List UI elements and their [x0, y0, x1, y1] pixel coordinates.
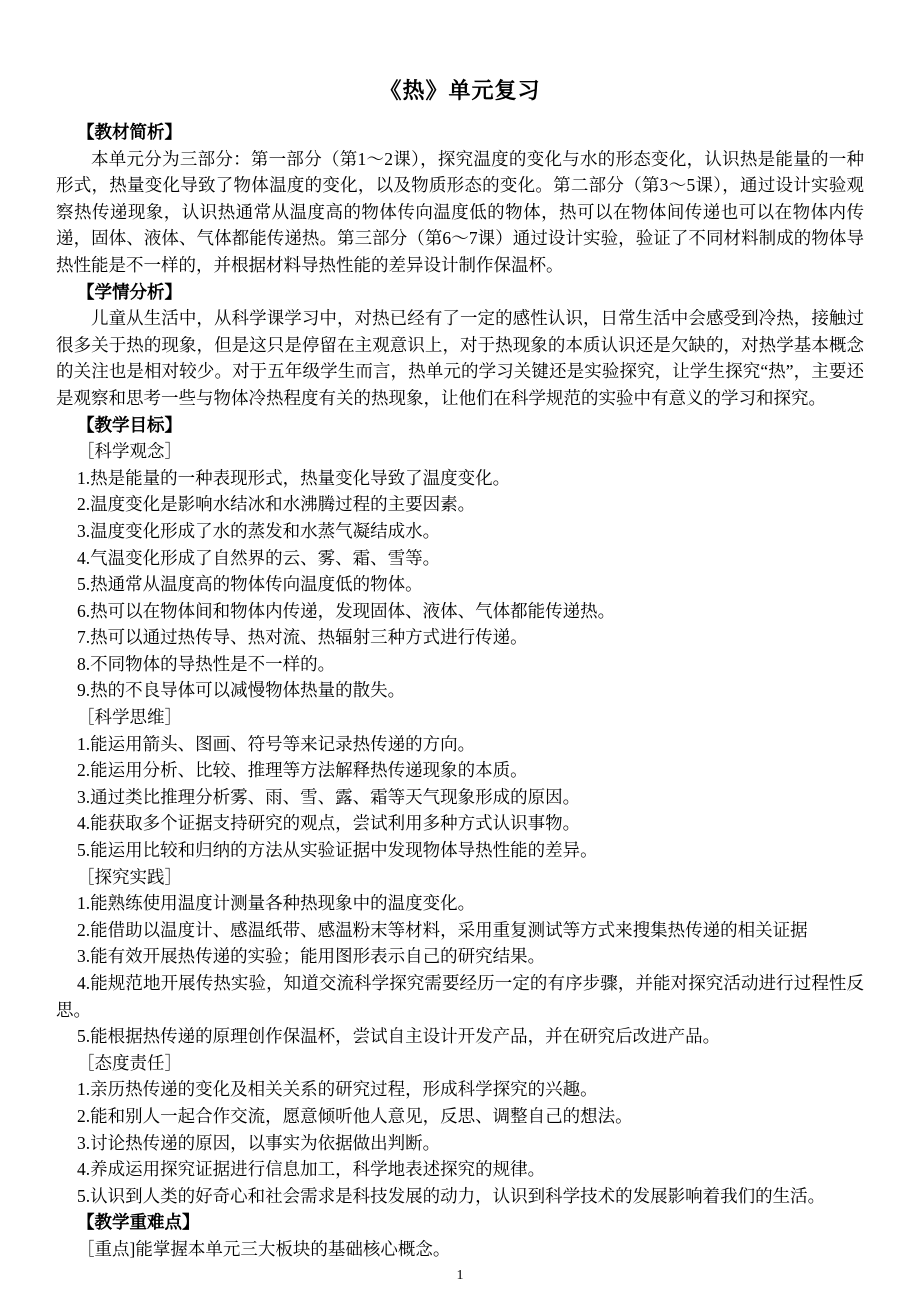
list-item: 3.讨论热传递的原因，以事实为依据做出判断。: [77, 1132, 441, 1153]
list-item: 5.认识到人类的好奇心和社会需求是科技发展的动力，认识到科学技术的发展影响着我们的生活。: [77, 1185, 826, 1206]
list-item: 2.能和别人一起合作交流，愿意倾听他人意见，反思、调整自己的想法。: [77, 1105, 633, 1126]
section-heading-student-analysis: 【学情分析】: [77, 281, 182, 302]
list-item: 7.热可以通过热传导、热对流、热辐射三种方式进行传递。: [77, 627, 528, 648]
list-item: 3.温度变化形成了水的蒸发和水蒸气凝结成水。: [77, 520, 441, 541]
list-item: 2.能运用分析、比较、推理等方法解释热传递现象的本质。: [77, 760, 528, 781]
list-item: 2.能借助以温度计、感温纸带、感温粉末等材料，采用重复测试等方式来搜集热传递的相关证据: [77, 919, 808, 940]
list-item: 4.能获取多个证据支持研究的观点，尝试利用多种方式认识事物。: [77, 813, 581, 834]
list-item: 3.通过类比推理分析雾、雨、雪、露、霜等天气现象形成的原因。: [77, 786, 581, 807]
list-item: 1.热是能量的一种表现形式，热量变化导致了温度变化。: [77, 467, 511, 488]
list-item: 3.能有效开展热传递的实验；能用图形表示自己的研究结果。: [77, 946, 546, 967]
group-label-inquiry-practice: ［探究实践］: [77, 866, 182, 887]
section-heading-key-difficult-points: 【教学重难点】: [77, 1212, 200, 1233]
section-paragraph-student-analysis: 儿童从生活中，从科学课学习中，对热已经有了一定的感性认识，日常生活中会感受到冷热，接触过很多关于热的现象，但是这只是停留在主观意识上，对于热现象的本质认识还是欠缺的，对热学基本概念的关注也是相对较少。对于五年级学生而言，热单元的学习关键还是实验探究，让学生探究“热”，主要还是观察和思考一些与物体冷热程度有关的热现象，让他们在科学规范的实验中有意义的学习和探究。: [56, 308, 864, 408]
list-item: ［重点]能掌握本单元三大板块的基础核心概念。: [77, 1238, 451, 1259]
group-label-attitude-responsibility: ［态度责任］: [77, 1052, 182, 1073]
section-heading-textbook-analysis: 【教材简析】: [77, 122, 182, 142]
page-title: 《热》单元复习: [379, 78, 541, 103]
group-label-science-thinking: ［科学思维］: [77, 707, 182, 728]
list-item: 4.气温变化形成了自然界的云、雾、霜、雪等。: [77, 547, 441, 568]
list-item: 5.能根据热传递的原理创作保温杯，尝试自主设计开发产品，并在研究后改进产品。: [77, 1026, 721, 1047]
list-item: 9.热的不良导体可以减慢物体热量的散失。: [77, 680, 406, 701]
section-paragraph-textbook-analysis: 本单元分为三部分：第一部分（第1～2课），探究温度的变化与水的形态变化，认识热是能量的一种形式，热量变化导致了物体温度的变化，以及物质形态的变化。第二部分（第3～5课），通过设计实验观察热传递现象，认识热通常从温度高的物体传向温度低的物体，热可以在物体间传递也可以在物体内传递，固体、液体、气体都能传递热。第三部分（第6～7课）通过设计实验，验证了不同材料制成的物体导热性能是不一样的，并根据材料导热性能的差异设计制作保温杯。: [56, 148, 864, 275]
list-item: 5.能运用比较和归纳的方法从实验证据中发现物体导热性能的差异。: [77, 840, 598, 861]
list-item: 4.养成运用探究证据进行信息加工，科学地表述探究的规律。: [77, 1159, 546, 1180]
list-item: 5.热通常从温度高的物体传向温度低的物体。: [77, 574, 423, 595]
list-item: 8.不同物体的导热性是不一样的。: [77, 653, 336, 674]
list-item: 1.能熟练使用温度计测量各种热现象中的温度变化。: [77, 893, 476, 914]
list-item: 1.能运用箭头、图画、符号等来记录热传递的方向。: [77, 733, 476, 754]
list-item: 2.温度变化是影响水结冰和水沸腾过程的主要因素。: [77, 494, 476, 515]
section-heading-teaching-objectives: 【教学目标】: [77, 414, 182, 435]
list-item: 4.能规范地开展传热实验，知道交流科学探究需要经历一定的有序步骤，并能对探究活动进行过程性反思。: [56, 973, 864, 1020]
list-item: 1.亲历热传递的变化及相关关系的研究过程，形成科学探究的兴趣。: [77, 1079, 598, 1100]
group-label-science-concepts: ［科学观念］: [77, 441, 182, 462]
list-item: 6.热可以在物体间和物体内传递，发现固体、液体、气体都能传递热。: [77, 600, 616, 621]
page-number: 1: [456, 1268, 464, 1283]
